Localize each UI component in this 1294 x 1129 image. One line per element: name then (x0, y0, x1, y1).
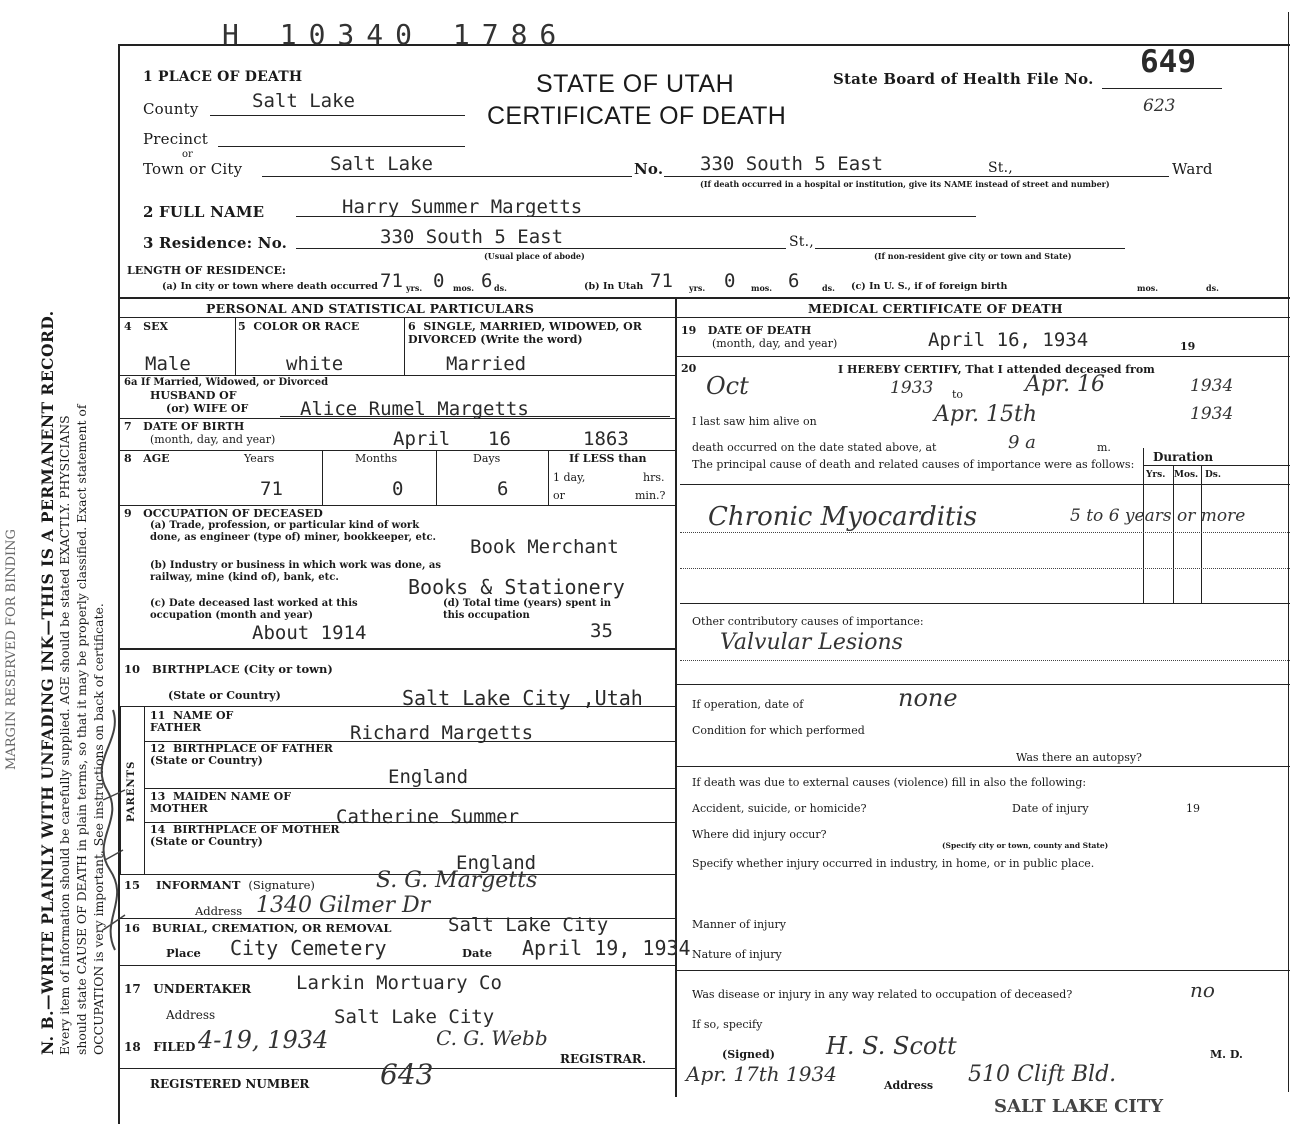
age-day-label: 1 day, (553, 471, 586, 484)
age-divider-1 (322, 451, 323, 505)
row-6-line (118, 375, 675, 376)
residence-a-days: 6 (481, 270, 493, 292)
dob-label-text: DATE OF BIRTH (143, 420, 245, 433)
age-min-label: min.? (635, 489, 666, 502)
nature-bottom-line (675, 970, 1290, 971)
title-state: STATE OF UTAH (536, 70, 735, 98)
nonresident-note: (If non-resident give city or town and State) (874, 251, 1072, 261)
residence-b-ds-unit: ds. (822, 283, 835, 293)
row-9-line (118, 648, 675, 650)
birthplace-label: 10 BIRTHPLACE (City or town) (124, 662, 333, 676)
residence-b-days: 6 (788, 270, 800, 292)
town-line (262, 176, 632, 177)
md-label: M. D. (1210, 1048, 1243, 1061)
birthplace-state-label: (State or Country) (168, 689, 281, 702)
physician-city: SALT LAKE CITY (994, 1096, 1164, 1117)
birthplace-label-text: BIRTHPLACE (City or town) (152, 662, 333, 676)
death-time-m: m. (1097, 441, 1111, 454)
duration-yrs: Yrs. (1146, 470, 1166, 480)
other-bottom-line (675, 684, 1290, 685)
residence-value: 330 South 5 East (380, 226, 564, 248)
serial-number: H 10340 1786 (222, 18, 569, 51)
occupation-d-label: (d) Total time (years) spent in this occupation (443, 598, 612, 621)
form-right-border (1288, 12, 1289, 1092)
undertaker-value: Larkin Mortuary Co (296, 972, 502, 994)
informant-signature-label: (Signature) (248, 878, 315, 892)
residence-a-yrs-unit: yrs. (406, 283, 423, 293)
mother-value: Catherine Summer (336, 806, 520, 828)
file-number-line (1102, 88, 1222, 89)
physician-signature: H. S. Scott (826, 1032, 957, 1060)
row-8-line (118, 505, 675, 506)
age-years-label: Years (244, 452, 275, 465)
father-birthplace-label-text: BIRTHPLACE OF FATHER (State or Country) (150, 742, 333, 767)
death-address-value: 330 South 5 East (700, 153, 884, 175)
occupation-c-label: (c) Date deceased last worked at this occupation (month and year) (150, 598, 358, 621)
age-less-label: If LESS than (569, 452, 647, 465)
other-causes-value: Valvular Lesions (720, 630, 903, 655)
file-number-secondary: 623 (1143, 96, 1176, 116)
occupation-label-text: OCCUPATION OF DECEASED (143, 507, 323, 520)
age-days-label: Days (473, 452, 501, 465)
undertaker-label: 17 UNDERTAKER (124, 982, 252, 996)
attended-to: Apr. 16 (1025, 372, 1106, 397)
other-line (680, 660, 1290, 661)
file-number-value: 649 (1140, 44, 1196, 80)
registrar-signature: C. G. Webb (436, 1026, 548, 1050)
color-label-text: COLOR OR RACE (253, 320, 360, 333)
dod-sublabel: (month, day, and year) (712, 337, 838, 350)
dod-label-text: DATE OF DEATH (707, 324, 812, 337)
father-label: 11 NAME OF FATHER (150, 709, 234, 734)
parents-right (144, 706, 145, 874)
residence-line (296, 248, 786, 249)
mother-birthplace-label: 14 BIRTHPLACE OF MOTHER (State or Country) (150, 823, 340, 848)
dob-sublabel: (month, day, and year) (150, 433, 276, 446)
burial-label: 16 BURIAL, CREMATION, OR REMOVAL (124, 921, 392, 935)
residence-a-years: 71 (380, 270, 403, 292)
county-line (210, 115, 465, 116)
place-of-death-label: 1 PLACE OF DEATH (143, 69, 303, 85)
occupation-b-value: Books & Stationery (408, 575, 625, 599)
accident-label: Accident, suicide, or homicide? (692, 802, 867, 815)
residence-a-label: (a) In city or town where death occurred (162, 281, 378, 292)
residence-b-yrs-unit: yrs. (689, 283, 706, 293)
where-injury-label: Where did injury occur? (692, 828, 827, 841)
residence-b-label: (b) In Utah (584, 281, 644, 292)
occupation-label: 9 OCCUPATION OF DECEASED (124, 507, 323, 520)
dod-year-suffix: 19 (1180, 340, 1196, 353)
row-10-line (118, 706, 675, 707)
father-birthplace-label: 12 BIRTHPLACE OF FATHER (State or Country) (150, 742, 333, 767)
heading-underline (118, 317, 1290, 318)
death-time-label: death occurred on the date stated above, at (692, 441, 937, 454)
operation-value: none (898, 684, 958, 712)
residence-a-mos-unit: mos. (453, 283, 475, 293)
section-top-line (118, 297, 1290, 299)
filed-label-text: FILED (153, 1040, 196, 1054)
duration-label: Duration (1153, 450, 1214, 464)
color-value: white (286, 353, 344, 375)
street-line (664, 176, 1169, 177)
residence-label: 3 Residence: No. (143, 234, 288, 252)
duration-mos: Mos. (1174, 470, 1199, 480)
burial-place-value: City Cemetery (230, 936, 387, 960)
cause-duration: 5 to 6 years or more (1070, 506, 1246, 526)
registered-number-label: REGISTERED NUMBER (150, 1077, 310, 1091)
row-7-line (118, 450, 675, 451)
undertaker-label-text: UNDERTAKER (153, 982, 252, 996)
filed-label: 18 FILED (124, 1040, 196, 1054)
informant-signature: S. G. Margetts (376, 868, 538, 893)
undertaker-address-value: Salt Lake City (334, 1006, 495, 1028)
duration-line (1143, 465, 1290, 466)
mother-label: 13 MAIDEN NAME OF MOTHER (150, 790, 292, 815)
ward-label: Ward (1172, 160, 1213, 178)
personal-heading: PERSONAL AND STATISTICAL PARTICULARS (206, 301, 535, 316)
age-label: 8 AGE (124, 452, 170, 465)
autopsy-label: Was there an autopsy? (1016, 751, 1142, 764)
birthplace-value: Salt Lake City ,Utah (402, 686, 643, 710)
residence-line-2 (815, 248, 1125, 249)
spouse-label-2: HUSBAND OF (150, 389, 237, 402)
column-divider (675, 297, 677, 1097)
color-label: 5 COLOR OR RACE (238, 320, 360, 333)
county-value: Salt Lake (252, 90, 355, 112)
spouse-label-3: (or) WIFE OF (166, 402, 249, 415)
marital-label-text: SINGLE, MARRIED, WIDOWED, OR DIVORCED (Write the word) (408, 320, 642, 346)
hospital-note: (If death occurred in a hospital or institution, give its NAME instead of street and number) (700, 179, 1110, 189)
specify-injury-label: Specify whether injury occurred in industry, in home, or in public place. (692, 857, 1095, 870)
burial-city-value: Salt Lake City (448, 914, 609, 936)
age-months-value: 0 (392, 478, 404, 500)
cause-line-2 (680, 568, 1290, 569)
duration-ds: Ds. (1205, 470, 1222, 480)
row-6a-line (118, 418, 675, 419)
signed-date: Apr. 17th 1934 (686, 1062, 837, 1086)
row-16-line (118, 965, 675, 966)
burial-place-label: Place (166, 946, 201, 960)
age-years-value: 71 (260, 478, 283, 500)
age-hrs-label: hrs. (643, 471, 665, 484)
sex-value: Male (145, 353, 191, 375)
dob-day: 16 (488, 428, 511, 450)
attended-to-year: 1934 (1190, 376, 1234, 396)
injury-year-suffix: 19 (1186, 802, 1200, 815)
autopsy-bottom-line (675, 766, 1290, 767)
age-label-text: AGE (143, 452, 170, 465)
precinct-line (218, 146, 465, 147)
age-days-value: 6 (497, 478, 509, 500)
related-value: no (1190, 978, 1215, 1002)
street-no-label: No. (634, 160, 664, 178)
margin-binding-note: MARGIN RESERVED FOR BINDING (4, 529, 19, 770)
item-20-number: 20 (681, 362, 697, 375)
full-name-value: Harry Summer Margetts (342, 196, 583, 218)
father-bp-line (144, 788, 675, 789)
undertaker-address-label: Address (166, 1008, 216, 1022)
residence-a-months: 0 (433, 270, 445, 292)
occupation-b-label: (b) Industry or business in which work was done, as railway, mine (kind of), bank, etc. (150, 560, 442, 583)
color-divider (404, 318, 405, 375)
margin-instruction-3: should state CAUSE OF DEATH in plain terms, so that it may be properly classified. Exact statement of (74, 404, 89, 1055)
condition-label: Condition for which performed (692, 724, 865, 737)
physician-address-value: 510 Clift Bld. (968, 1062, 1117, 1087)
usual-abode-note: (Usual place of abode) (484, 251, 585, 261)
if-so-label: If so, specify (692, 1018, 763, 1031)
residence-c-ds-unit: ds. (1206, 283, 1219, 293)
nature-label: Nature of injury (692, 948, 782, 961)
occupation-a-value: Book Merchant (470, 536, 619, 558)
residence-c-mos-unit: mos. (1137, 283, 1159, 293)
form-left-border (118, 44, 120, 1124)
dob-label: 7 DATE OF BIRTH (124, 420, 245, 433)
attended-from-year: 1933 (890, 378, 934, 398)
manner-label: Manner of injury (692, 918, 787, 931)
informant-address-label: Address (195, 904, 243, 918)
residence-a-ds-unit: ds. (494, 283, 507, 293)
margin-instruction-4: OCCUPATION is very important. See instructions on back of certificate. (91, 603, 106, 1055)
sex-label-text: SEX (143, 320, 169, 333)
burial-date-label: Date (462, 946, 493, 960)
physician-address-label: Address (884, 1079, 934, 1092)
other-causes-label: Other contributory causes of importance: (692, 615, 924, 628)
informant-label: 15 INFORMANT (Signature) (124, 878, 315, 892)
marital-value: Married (446, 353, 527, 375)
dod-value: April 16, 1934 (928, 329, 1089, 351)
registered-number-value: 643 (380, 1058, 434, 1091)
marital-label: 6 SINGLE, MARRIED, WIDOWED, OR DIVORCED (Write the word) (408, 320, 642, 346)
county-label: County (143, 100, 199, 118)
filed-value: 4-19, 1934 (198, 1026, 329, 1054)
residence-b-mos-unit: mos. (751, 283, 773, 293)
death-time-value: 9 a (1008, 432, 1036, 453)
duration-col-3 (1201, 466, 1202, 603)
external-label: If death was due to external causes (violence) fill in also the following: (692, 776, 1087, 789)
occupation-c-value: About 1914 (252, 622, 367, 644)
dod-label: 19 DATE OF DEATH (681, 324, 812, 337)
informant-label-text: INFORMANT (156, 878, 241, 892)
where-injury-note: (Specify city or town, county and State) (942, 841, 1109, 850)
dob-year: 1863 (583, 428, 629, 450)
mother-birthplace-value: England (456, 852, 537, 874)
margin-instruction-1: N. B.—WRITE PLAINLY WITH UNFADING INK—THIS IS A PERMANENT RECORD. (38, 310, 57, 1055)
father-label-text: NAME OF FATHER (150, 709, 234, 734)
parents-label: PARENTS (126, 760, 137, 822)
mother-birthplace-label-text: BIRTHPLACE OF MOTHER (State or Country) (150, 823, 340, 848)
medical-heading: MEDICAL CERTIFICATE OF DEATH (808, 301, 1063, 316)
cause-bottom-line (680, 603, 1290, 604)
residence-c-label: (c) In U. S., if of foreign birth (851, 281, 1008, 292)
age-months-label: Months (355, 452, 398, 465)
full-name-label: 2 FULL NAME (143, 203, 265, 221)
attended-to-label: to (952, 388, 964, 401)
residence-b-years: 71 (650, 270, 673, 292)
parents-left (120, 706, 121, 874)
precinct-label: Precinct (143, 130, 209, 148)
last-saw-year: 1934 (1190, 404, 1234, 424)
registrar-label: REGISTRAR. (560, 1052, 647, 1066)
town-label: Town or City (143, 160, 243, 178)
spouse-label-1: 6a If Married, Widowed, or Divorced (124, 377, 329, 388)
length-of-residence-label: LENGTH OF RESIDENCE: (127, 264, 286, 277)
age-divider-2 (436, 451, 437, 505)
operation-label: If operation, date of (692, 698, 804, 711)
residence-b-months: 0 (724, 270, 736, 292)
signed-label: (Signed) (722, 1048, 775, 1061)
dob-month: April (393, 428, 451, 450)
age-divider-3 (548, 451, 549, 505)
cause-value: Chronic Myocarditis (708, 502, 978, 532)
cause-line-1 (680, 532, 1290, 533)
attended-from: Oct (706, 372, 749, 400)
father-birthplace-value: England (388, 766, 469, 788)
sex-divider (235, 318, 236, 375)
cause-top-line (680, 484, 1290, 485)
last-saw-label: I last saw him alive on (692, 415, 817, 428)
age-or-label: or (553, 489, 565, 502)
cause-label: The principal cause of death and related causes of importance were as follows: (692, 458, 1135, 471)
or-label: or (182, 149, 193, 160)
occupation-d-value: 35 (590, 620, 613, 642)
informant-address-value: 1340 Gilmer Dr (256, 893, 431, 918)
row-19-line (675, 356, 1290, 357)
town-value: Salt Lake (330, 153, 433, 175)
duration-col-2 (1173, 466, 1174, 603)
mother-label-text: MAIDEN NAME OF MOTHER (150, 790, 292, 815)
sex-label: 4 SEX (124, 320, 169, 333)
margin-instruction-2: Every item of information should be carefully supplied. AGE should be stated EXACTLY. PHYSICIANS (57, 415, 72, 1055)
father-value: Richard Margetts (350, 722, 534, 744)
burial-label-text: BURIAL, CREMATION, OR REMOVAL (152, 921, 392, 935)
file-number-label: State Board of Health File No. (833, 70, 1094, 88)
injury-date-label: Date of injury (1012, 802, 1089, 815)
residence-st-label: St., (789, 234, 814, 250)
burial-date-value: April 19, 1934 (522, 936, 691, 960)
occupation-a-label: (a) Trade, profession, or particular kind of work done, as engineer (type of) miner, bookkeeper, etc. (150, 520, 437, 543)
title-certificate: CERTIFICATE OF DEATH (487, 102, 787, 130)
last-saw-value: Apr. 15th (934, 402, 1038, 427)
spouse-value: Alice Rumel Margetts (300, 398, 529, 420)
certify-label: I HEREBY CERTIFY, That I attended deceased from (838, 363, 1155, 376)
related-label: Was disease or injury in any way related to occupation of deceased? (692, 988, 1073, 1001)
street-st-label: St., (988, 160, 1013, 176)
